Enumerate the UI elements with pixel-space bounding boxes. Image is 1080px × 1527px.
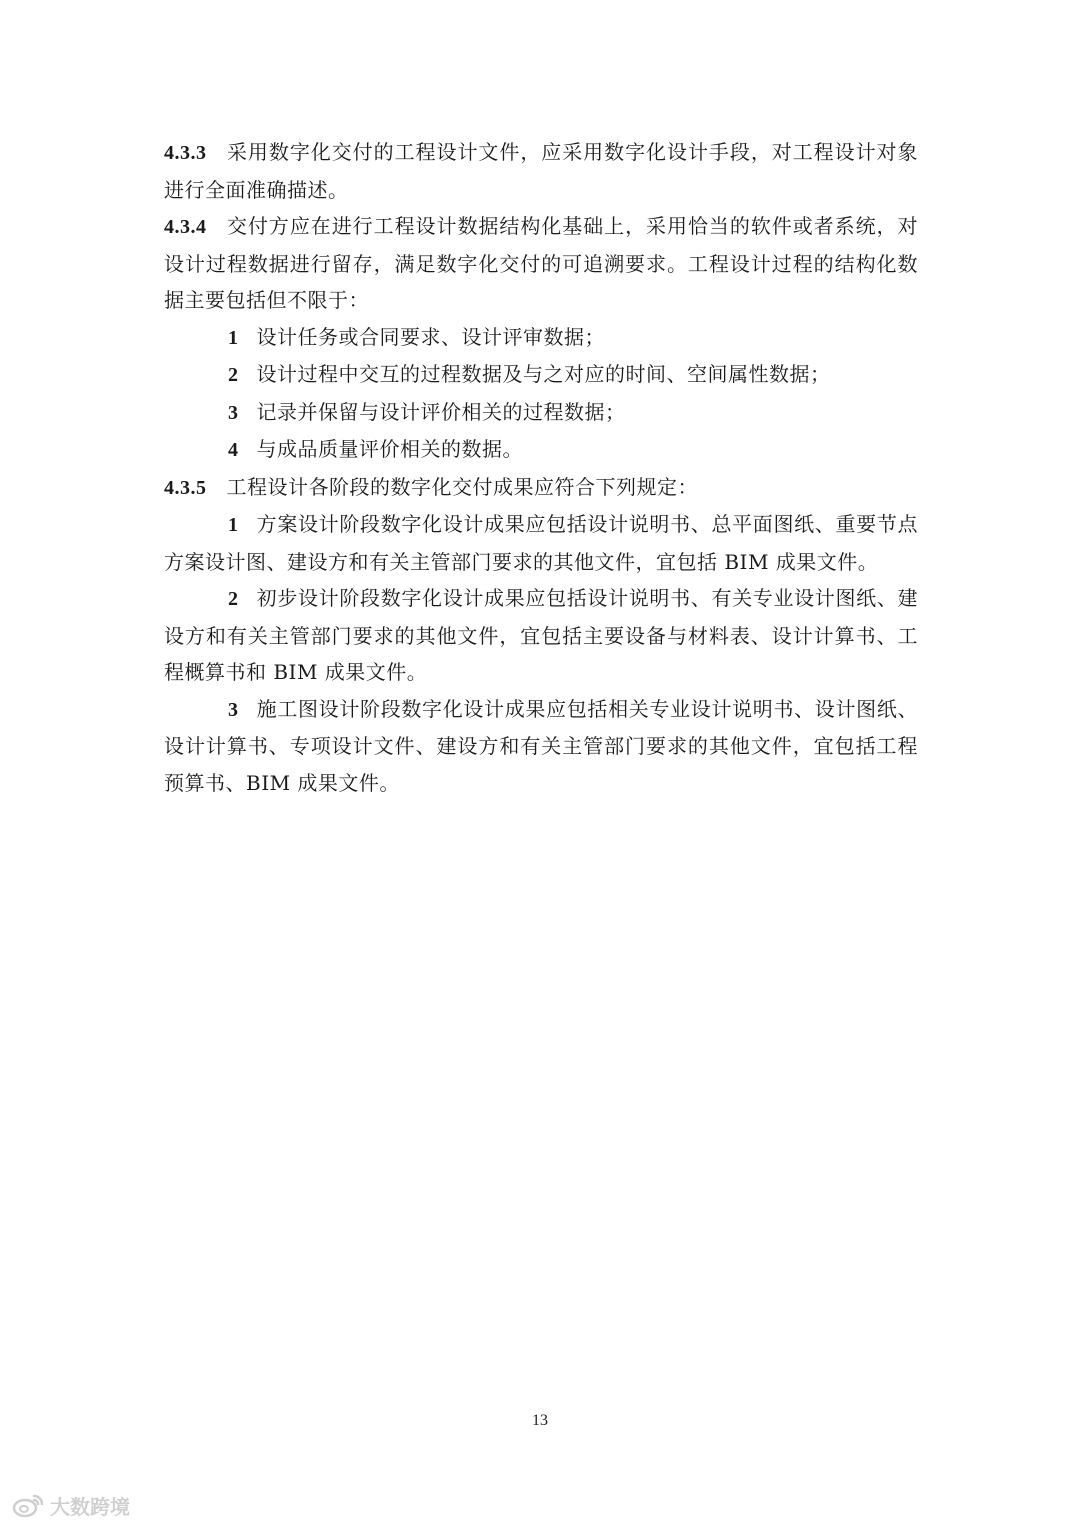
clause-text: 采用数字化交付的工程设计文件，应采用数字化设计手段，对工程设计对象进行全面准确描述。 — [164, 140, 918, 202]
item-text: 方案设计阶段数字化设计成果应包括设计说明书、总平面图纸、重要节点方案设计图、建设方和有关主管部门要求的其他文件，宜包括 BIM 成果文件。 — [164, 512, 918, 574]
item-text: 记录并保留与设计评价相关的过程数据； — [256, 399, 626, 424]
list-item — [164, 356, 918, 394]
item-number: 3 — [228, 698, 239, 721]
list-item — [164, 691, 918, 802]
item-text: 设计任务或合同要求、设计评审数据； — [256, 324, 605, 349]
item-number: 2 — [228, 588, 239, 610]
item-text: 初步设计阶段数字化设计成果应包括设计说明书、有关专业设计图纸、建设方和有关主管部门要求的其他文件，宜包括主要设备与材料表、设计计算书、工程概算书和 BIM 成果文件。 — [164, 586, 918, 684]
item-number: 1 — [228, 326, 239, 349]
page-number: 13 — [532, 1412, 548, 1429]
list-item — [164, 394, 918, 432]
weibo-logo-icon — [12, 1492, 46, 1518]
clause-number: 4.3.4 — [164, 216, 207, 238]
watermark-text: 大数跨境 — [50, 1494, 130, 1519]
clause-number: 4.3.5 — [164, 476, 207, 499]
watermark — [12, 1490, 130, 1520]
clause-4-3-4 — [164, 208, 918, 319]
clause-4-3-5 — [164, 469, 918, 507]
list-item — [164, 580, 918, 691]
clause-text: 交付方应在进行工程设计数据结构化基础上，采用恰当的软件或者系统，对设计过程数据进行留存，满足数字化交付的可追溯要求。工程设计过程的结构化数据主要包括但不限于： — [164, 214, 918, 312]
item-number: 1 — [228, 514, 239, 536]
item-number: 3 — [228, 401, 239, 424]
list-item — [164, 431, 918, 469]
document-body — [164, 134, 918, 801]
list-item — [164, 506, 918, 580]
item-text: 与成品质量评价相关的数据。 — [256, 437, 523, 461]
clause-4-3-3 — [164, 134, 918, 208]
clause-text: 工程设计各阶段的数字化交付成果应符合下列规定： — [226, 474, 698, 499]
list-item — [164, 319, 918, 357]
item-number: 2 — [228, 364, 239, 386]
item-number: 4 — [228, 439, 239, 461]
item-text: 施工图设计阶段数字化设计成果应包括相关专业设计说明书、设计图纸、设计计算书、专项设计文件、建设方和有关主管部门要求的其他文件，宜包括工程预算书、BIM 成果文件。 — [164, 696, 918, 795]
clause-number: 4.3.3 — [164, 142, 207, 164]
item-text: 设计过程中交互的过程数据及与之对应的时间、空间属性数据； — [256, 362, 831, 386]
